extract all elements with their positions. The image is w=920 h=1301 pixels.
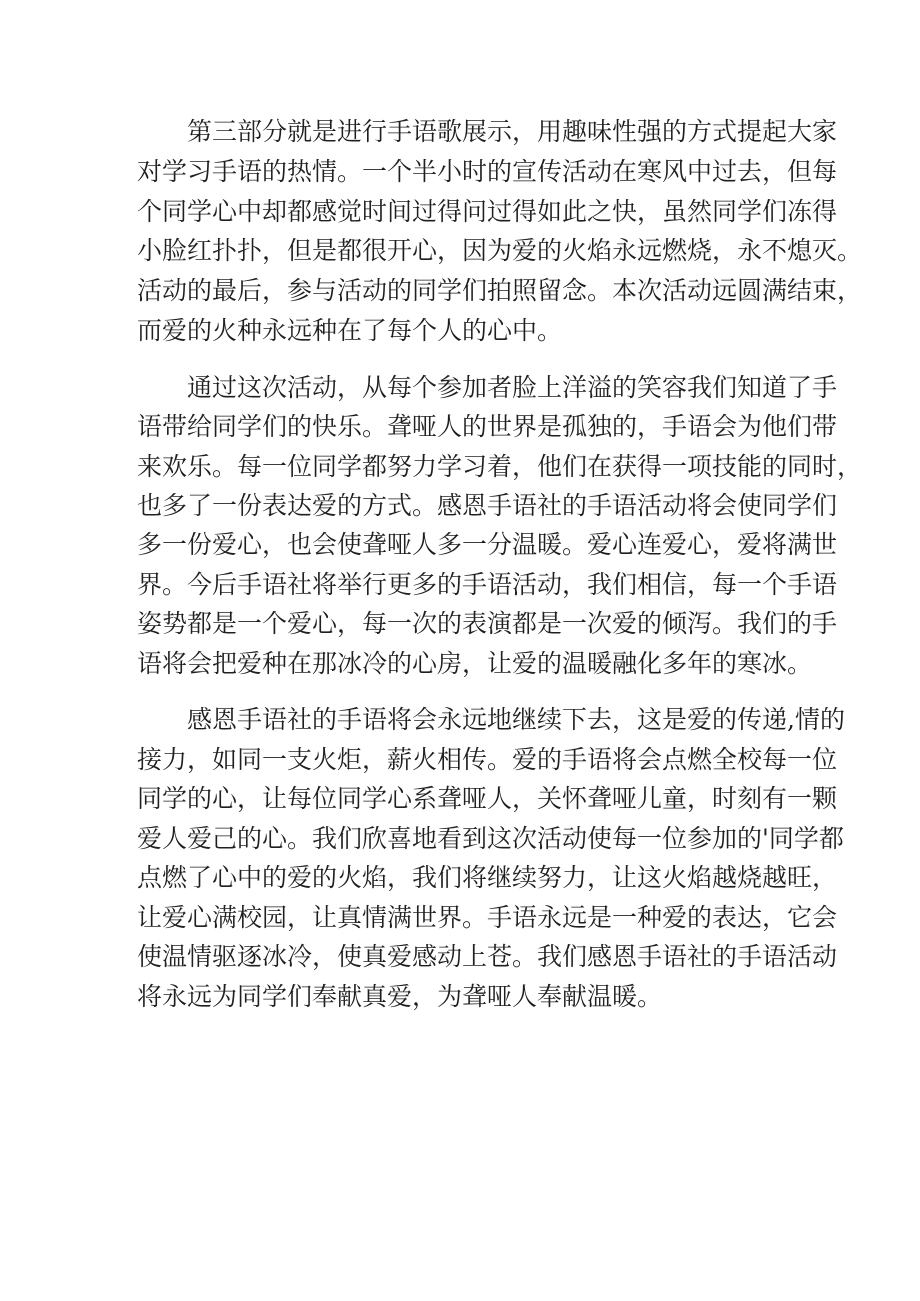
text-line: 让爱心满校园，让真情满世界。手语永远是一种爱的表达，它会	[137, 902, 838, 932]
text-line: 来欢乐。每一位同学都努力学习着，他们在获得一项技能的同时，	[137, 451, 863, 481]
text-line: 通过这次活动，从每个参加者脸上洋溢的笑容我们知道了手	[187, 372, 838, 402]
document-body	[137, 112, 863, 1034]
text-line: 姿势都是一个爱心，每一次的表演都是一次爱的倾泻。我们的手	[137, 609, 838, 639]
text-line: 对学习手语的热情。一个半小时的宣传活动在寒风中过去，但每	[137, 156, 838, 186]
paragraph-1	[137, 112, 863, 351]
text-line: 小脸红扑扑，但是都很开心，因为爱的火焰永远燃烧，永不熄灭。	[137, 236, 863, 266]
text-line: 同学的心，让每位同学心系聋哑人，关怀聋哑儿童，时刻有一颗	[137, 784, 838, 814]
text-line: 第三部分就是进行手语歌展示，用趣味性强的方式提起大家	[187, 117, 838, 146]
text-line: 使温情驱逐冰冷，使真爱感动上苍。我们感恩手语社的手语活动	[137, 942, 838, 972]
paragraph-3	[137, 700, 845, 1017]
text-line: 界。今后手语社将举行更多的手语活动，我们相信，每一个手语	[137, 569, 838, 599]
text-line: 活动的最后，参与活动的同学们拍照留念。本次活动远圆满结束，	[137, 276, 863, 306]
text-line: 语带给同学们的快乐。聋哑人的世界是孤独的，手语会为他们带	[137, 412, 838, 442]
text-line: 而爱的火种永远种在了每个人的心中。	[137, 315, 563, 345]
text-line: 个同学心中却都感觉时间过得问过得如此之快，虽然同学们冻得	[137, 196, 838, 226]
text-line: 也多了一份表达爱的方式。感恩手语社的手语活动将会使同学们	[137, 490, 838, 520]
text-line: 多一份爱心，也会使聋哑人多一分温暖。爱心连爱心，爱将满世	[137, 530, 838, 560]
text-line: 将永远为同学们奉献真爱，为聋哑人奉献温暖。	[137, 982, 663, 1012]
text-line: 语将会把爱种在那冰冷的心房，让爱的温暖融化多年的寒冰。	[137, 648, 813, 678]
text-line: 点燃了心中的爱的火焰，我们将继续努力，让这火焰越烧越旺，	[137, 863, 838, 893]
text-line: 爱人爱己的心。我们欣喜地看到这次活动使每一位参加的'同学都	[137, 823, 844, 853]
paragraph-2	[137, 368, 863, 683]
text-line: 感恩手语社的手语将会永远地继续下去，这是爱的传递,情的	[187, 704, 845, 734]
text-line: 接力，如同一支火炬，薪火相传。爱的手语将会点燃全校每一位	[137, 744, 838, 774]
